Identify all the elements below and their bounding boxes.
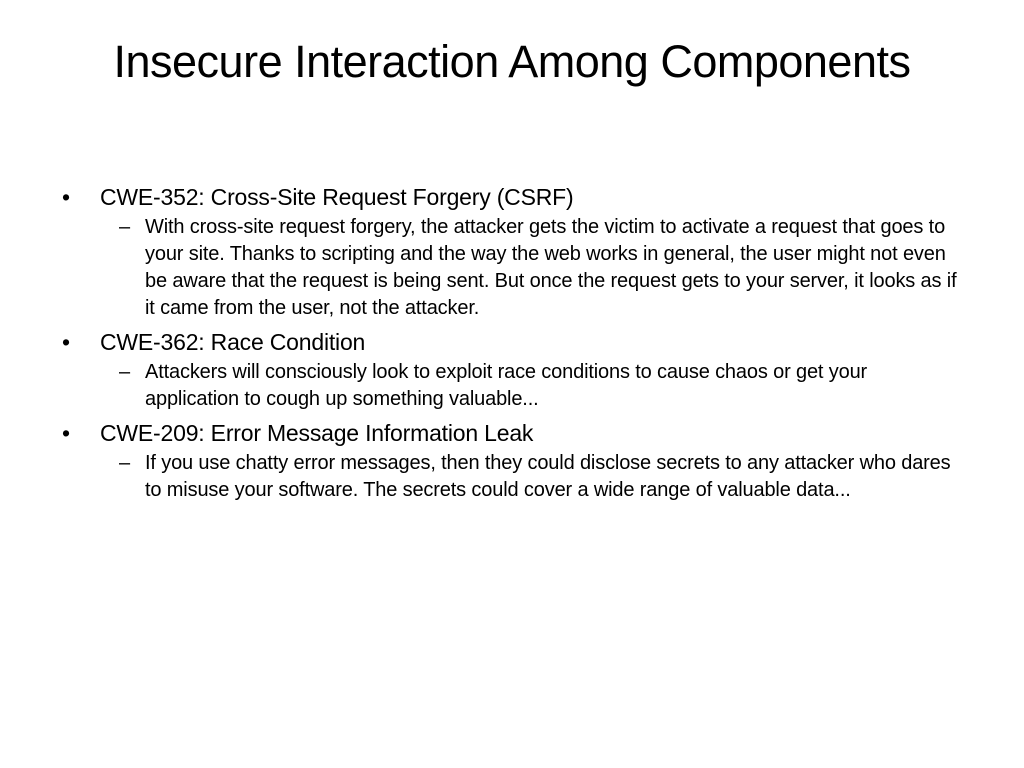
dash-icon: – [119, 361, 131, 383]
dash-icon: – [119, 216, 131, 238]
slide-content [62, 180, 962, 504]
sub-bullet-item [119, 359, 960, 413]
bullet-text: CWE-209: Error Message Information Leak [100, 420, 534, 446]
sub-bullet-item [119, 214, 960, 322]
bullet-item [62, 416, 962, 450]
sub-bullet-text: With cross-site request forgery, the attacker gets the victim to activate a request that goes to your site. Thanks to scripting and the way the web works in general, the user might not even be aware that the request is being sent. But once the request gets to your server, it looks as if it came from the user, not the attacker. [145, 216, 957, 319]
bullet-icon: • [62, 420, 70, 446]
bullet-icon: • [62, 184, 70, 210]
sub-bullet-text: Attackers will consciously look to exploit race conditions to cause chaos or get your application to cough up something valuable... [145, 361, 868, 410]
sub-bullet-text: If you use chatty error messages, then they could disclose secrets to any attacker who dares to misuse your software. The secrets could cover a wide range of valuable data... [145, 452, 951, 501]
slide-title: Insecure Interaction Among Components [113, 36, 911, 87]
bullet-text: CWE-362: Race Condition [100, 329, 366, 355]
bullet-text: CWE-352: Cross-Site Request Forgery (CSRF) [100, 184, 574, 210]
bullet-icon: • [62, 329, 70, 355]
bullet-item [62, 325, 962, 359]
bullet-item [62, 180, 962, 214]
dash-icon: – [119, 452, 131, 474]
sub-bullet-item [119, 450, 960, 504]
